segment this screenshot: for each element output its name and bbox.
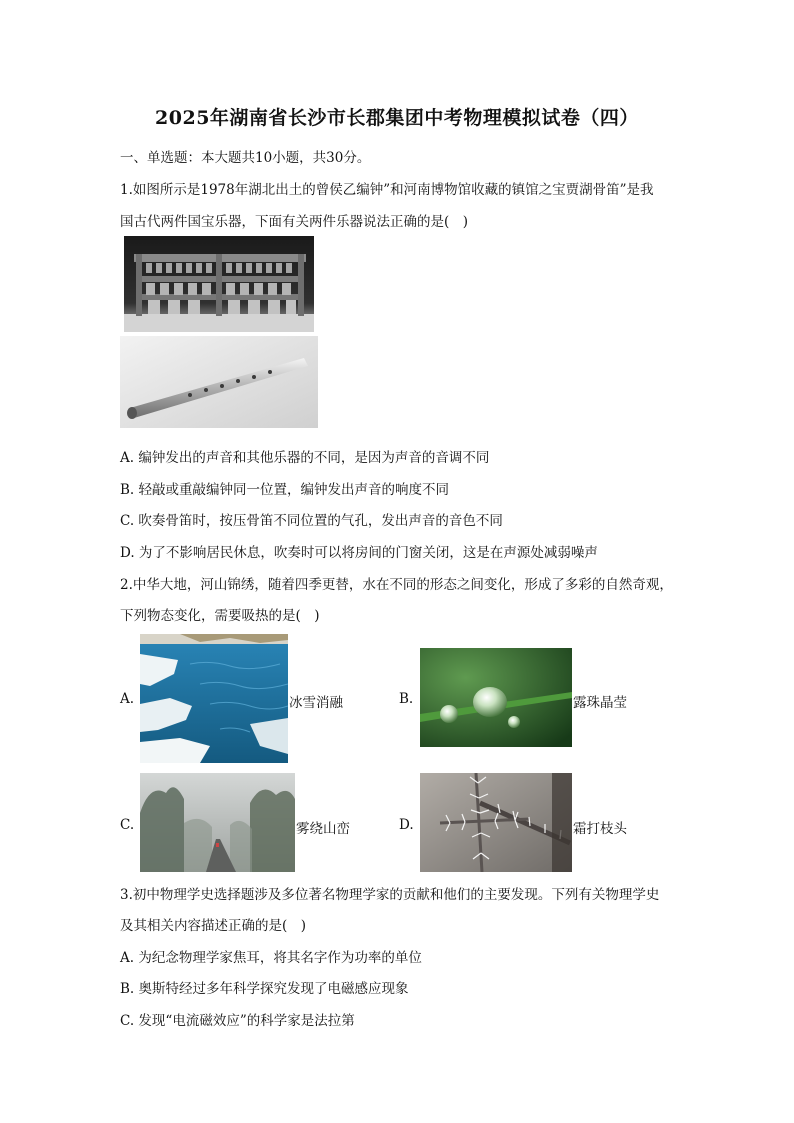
q2-stem-line2: 下列物态变化，需要吸热的是( ) xyxy=(120,608,320,624)
q1-stem-line2: 国古代两件国宝乐器，下面有关两件乐器说法正确的是( ) xyxy=(120,214,469,230)
q2-choice-a-caption: 冰雪消融 xyxy=(289,695,343,711)
frost-branch-image[interactable] xyxy=(420,773,572,872)
q3-option-c[interactable]: C. 发现“电流磁效应”的科学家是法拉第 xyxy=(120,1013,355,1029)
q2-choice-c-caption: 雾绕山峦 xyxy=(296,821,350,837)
q1-stem-line1: 1.如图所示是1978年湖北出土的曾侯乙编钟”和河南博物馆收藏的镇馆之宝贾湖骨笛”是我 xyxy=(120,182,654,198)
bone-flute-image xyxy=(120,336,318,428)
q2-stem-line1: 2.中华大地，河山锦绣，随着四季更替，水在不同的形态之间变化，形成了多彩的自然奇观， xyxy=(120,577,673,593)
bianzhong-image xyxy=(124,236,314,332)
dew-drop-image[interactable] xyxy=(420,648,572,747)
q3-option-b[interactable]: B. 奥斯特经过多年科学探究发现了电磁感应现象 xyxy=(120,981,409,997)
q1-option-b[interactable]: B. 轻敲或重敲编钟同一位置，编钟发出声音的响度不同 xyxy=(120,482,450,498)
q2-choice-a-label[interactable]: A. xyxy=(120,691,135,707)
q2-choice-b-label[interactable]: B. xyxy=(399,691,414,707)
melting-ice-image[interactable] xyxy=(140,634,288,763)
q1-option-c[interactable]: C. 吹奏骨笛时，按压骨笛不同位置的气孔，发出声音的音色不同 xyxy=(120,513,503,529)
q2-choice-b-caption: 露珠晶莹 xyxy=(573,695,627,711)
q3-stem-line2: 及其相关内容描述正确的是( ) xyxy=(120,918,307,934)
q3-stem-line1: 3.初中物理学史选择题涉及多位著名物理学家的贡献和他们的主要发现。下列有关物理学史 xyxy=(120,887,660,903)
q3-option-a[interactable]: A. 为纪念物理学家焦耳，将其名字作为功率的单位 xyxy=(120,950,422,966)
q1-option-a[interactable]: A. 编钟发出的声音和其他乐器的不同，是因为声音的音调不同 xyxy=(120,450,490,466)
q2-choice-c-label[interactable]: C. xyxy=(120,817,135,833)
page-title: 2025年湖南省长沙市长郡集团中考物理模拟试卷（四） xyxy=(155,107,639,129)
q2-choice-d-label[interactable]: D. xyxy=(399,817,414,833)
section-heading: 一、单选题：本大题共10小题，共30分。 xyxy=(120,150,371,166)
q1-option-d[interactable]: D. 为了不影响居民休息，吹奏时可以将房间的门窗关闭，这是在声源处减弱噪声 xyxy=(120,545,598,561)
q2-choice-d-caption: 霜打枝头 xyxy=(573,821,627,837)
foggy-mountain-image[interactable] xyxy=(140,773,295,872)
